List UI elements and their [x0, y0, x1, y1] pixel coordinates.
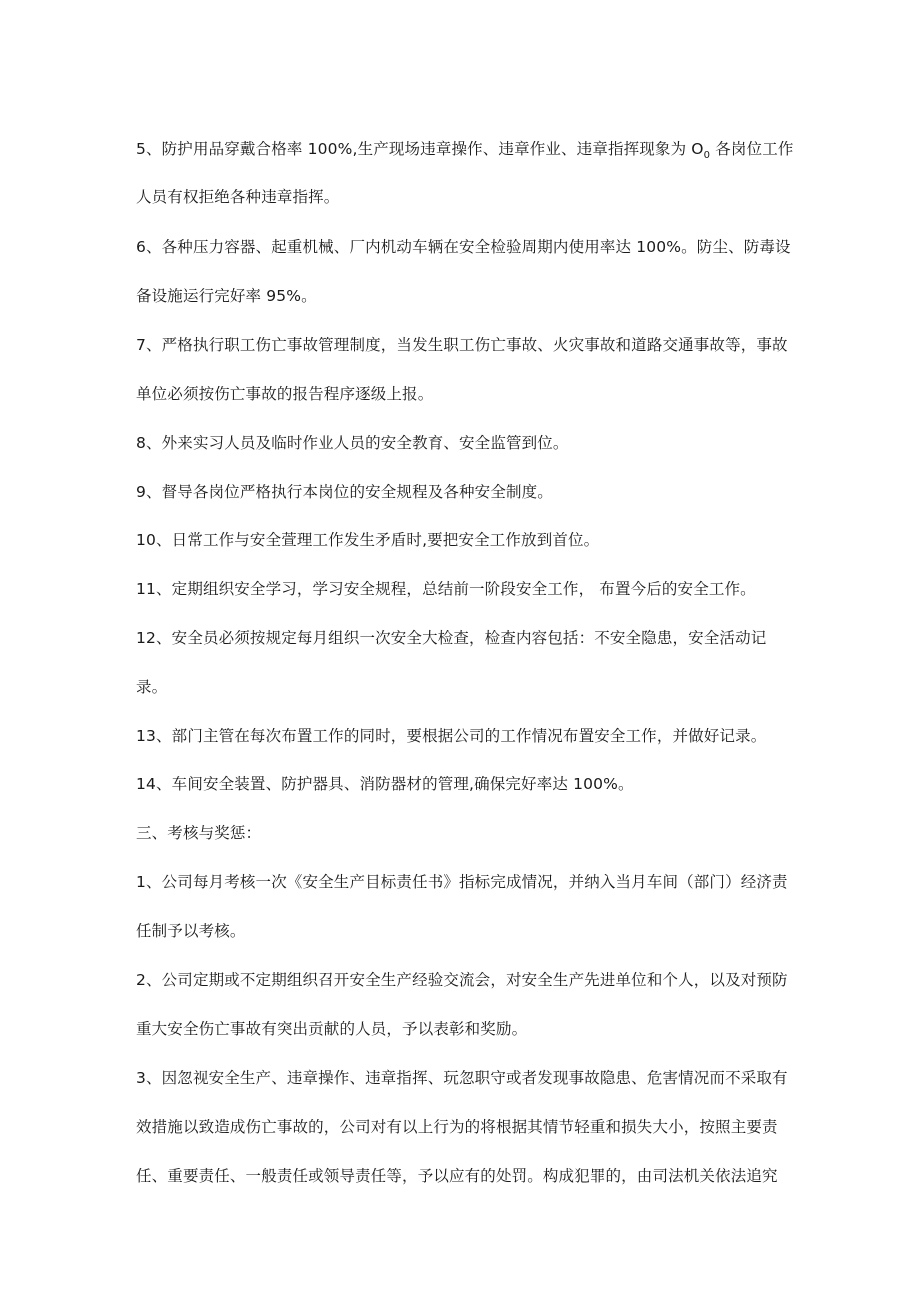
subscript-zero: 0 [703, 150, 711, 161]
assessment-item-1-line-1: 1、公司每月考核一次《安全生产目标责任书》指标完成情况，并纳入当月车间（部门）经济责 [136, 873, 788, 891]
item-12-line-2: 录。 [136, 678, 168, 696]
item-5-line-2: 人员有权拒绝各种违章指挥。 [136, 188, 340, 206]
assessment-item-3-line-2: 效措施以致造成伤亡事故的，公司对有以上行为的将根据其情节轻重和损失大小，按照主要责 [136, 1118, 778, 1136]
item-5-text: 5、防护用品穿戴合格率 100%,生产现场违章操作、违章作业、违章指挥现象为 O [136, 140, 704, 158]
item-6-line-2: 备设施运行完好率 95%。 [136, 287, 317, 305]
assessment-item-2-line-1: 2、公司定期或不定期组织召开安全生产经验交流会，对安全生产先进单位和个人，以及对预防 [136, 971, 788, 989]
item-7-line-1: 7、严格执行职工伤亡事故管理制度，当发生职工伤亡事故、火灾事故和道路交通事故等，事故 [136, 336, 788, 354]
item-14-line-1: 14、车间安全装置、防护器具、消防器材的管理,确保完好率达 100%。 [136, 775, 634, 793]
section-heading-assessment: 三、考核与奖惩： [136, 824, 262, 842]
item-7-line-2: 单位必须按伤亡事故的报告程序逐级上报。 [136, 385, 434, 403]
item-5-line-1 [136, 139, 796, 166]
assessment-item-3-line-1: 3、因忽视安全生产、违章操作、违章指挥、玩忽职守或者发现事故隐患、危害情况而不采取有 [136, 1069, 788, 1087]
item-12-line-1: 12、安全员必须按规定每月组织一次安全大检查，检查内容包括：不安全隐患，安全活动记 [136, 629, 767, 647]
item-9-line-1: 9、督导各岗位严格执行本岗位的安全规程及各种安全制度。 [136, 483, 553, 501]
item-10-line-1: 10、日常工作与安全萱理工作发生矛盾时,要把安全工作放到首位。 [136, 531, 600, 549]
item-8-line-1: 8、外来实习人员及临时作业人员的安全教育、安全监管到位。 [136, 434, 569, 452]
item-11-line-1: 11、定期组织安全学习，学习安全规程，总结前一阶段安全工作， 布置今后的安全工作。 [136, 580, 756, 598]
assessment-item-2-line-2: 重大安全伤亡事故有突出贡献的人员，予以表彰和奖励。 [136, 1020, 528, 1038]
item-6-line-1: 6、各种压力容器、起重机械、厂内机动车辆在安全检验周期内使用率达 100%。防尘、防毒设 [136, 238, 791, 256]
item-13-line-1: 13、部门主管在每次布置工作的同时，要根据公司的工作情况布置安全工作，并做好记录。 [136, 727, 767, 745]
item-5-tail: 各岗位工作 [710, 140, 794, 158]
assessment-item-1-line-2: 任制予以考核。 [136, 922, 246, 940]
assessment-item-3-line-3: 任、重要责任、一般责任或领导责任等，予以应有的处罚。构成犯罪的，由司法机关依法追究 [136, 1167, 778, 1185]
